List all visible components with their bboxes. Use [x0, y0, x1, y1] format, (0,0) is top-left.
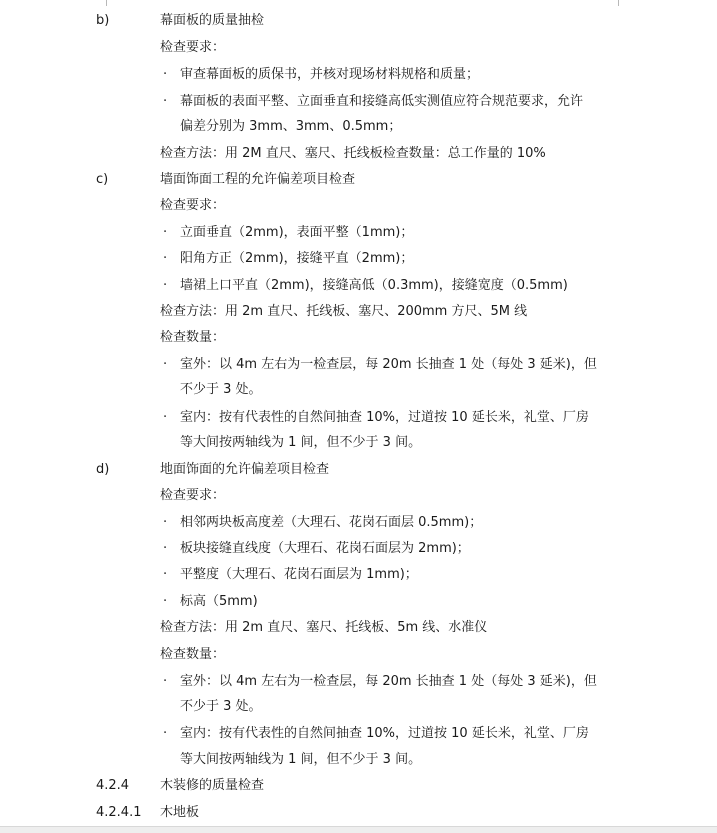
section-d-method: 检查方法：用 2m 直尺、塞尺、托线板、5m 线、水准仪 [160, 620, 488, 635]
page-corner-mark [92, 0, 107, 6]
bullet-icon: · [163, 567, 168, 582]
bullet-icon: · [163, 225, 168, 240]
list-item-continuation: 等大间按两轴线为 1 间，但不少于 3 间。 [180, 435, 422, 450]
section-d-req-label: 检查要求： [160, 488, 226, 503]
heading-title: 木地板 [160, 805, 200, 820]
section-d-title: 地面饰面的允许偏差项目检查 [160, 462, 330, 477]
bullet-icon: · [163, 94, 168, 109]
list-item-continuation: 偏差分别为 3mm、3mm、0.5mm； [180, 119, 402, 134]
bullet-icon: · [163, 674, 168, 689]
list-item: 阳角方正（2mm)，接缝平直（2mm)； [180, 251, 414, 266]
bullet-icon: · [163, 67, 168, 82]
list-item: 标高（5mm) [180, 594, 258, 609]
list-item: 平整度（大理石、花岗石面层为 1mm)； [180, 567, 418, 582]
list-item: 室外：以 4m 左右为一检查层，每 20m 长抽查 1 处（每处 3 延米)，但 [180, 674, 597, 689]
bullet-icon: · [163, 515, 168, 530]
list-item: 室内：按有代表性的自然间抽查 10%，过道按 10 延长米，礼堂、厂房 [180, 726, 589, 741]
section-b-title: 幕面板的质量抽检 [160, 13, 265, 28]
bullet-icon: · [163, 594, 168, 609]
list-item-continuation: 不少于 3 处。 [180, 699, 262, 714]
section-c-qty-label: 检查数量： [160, 330, 226, 345]
section-b-req-label: 检查要求： [160, 40, 226, 55]
list-item: 审查幕面板的质保书，并核对现场材料规格和质量； [180, 67, 480, 82]
bullet-icon: · [163, 278, 168, 293]
list-item: 板块接缝直线度（大理石、花岗石面层为 2mm)； [180, 541, 470, 556]
list-item-continuation: 等大间按两轴线为 1 间，但不少于 3 间。 [180, 752, 422, 767]
section-c-method: 检查方法：用 2m 直尺、托线板、塞尺、200mm 方尺、5M 线 [160, 304, 528, 319]
list-item: 室外：以 4m 左右为一检查层，每 20m 长抽查 1 处（每处 3 延米)，但 [180, 357, 597, 372]
bullet-icon: · [163, 357, 168, 372]
page-corner-mark [618, 0, 633, 6]
list-item: 墙裙上口平直（2mm)，接缝高低（0.3mm)，接缝宽度（0.5mm) [180, 278, 568, 293]
bullet-icon: · [163, 541, 168, 556]
list-item: 室内：按有代表性的自然间抽查 10%，过道按 10 延长米，礼堂、厂房 [180, 410, 589, 425]
section-c-title: 墙面饰面工程的允许偏差项目检查 [160, 172, 356, 187]
item-label-b: b) [96, 13, 110, 28]
heading-number: 4.2.4.1 [96, 805, 142, 820]
bullet-icon: · [163, 251, 168, 266]
heading-number: 4.2.4 [96, 778, 130, 793]
list-item: 幕面板的表面平整、立面垂直和接缝高低实测值应符合规范要求，允许 [180, 94, 584, 109]
section-d-qty-label: 检查数量： [160, 647, 226, 662]
list-item-continuation: 不少于 3 处。 [180, 382, 262, 397]
section-b-method: 检查方法：用 2M 直尺、塞尺、托线板检查数量：总工作量的 10% [160, 146, 546, 161]
item-label-d: d) [96, 462, 110, 477]
bullet-icon: · [163, 726, 168, 741]
heading-title: 木装修的质量检查 [160, 778, 265, 793]
list-item: 立面垂直（2mm)，表面平整（1mm)； [180, 225, 414, 240]
list-item: 相邻两块板高度差（大理石、花岗石面层 0.5mm)； [180, 515, 483, 530]
section-c-req-label: 检查要求： [160, 198, 226, 213]
item-label-c: c) [96, 172, 109, 187]
bullet-icon: · [163, 410, 168, 425]
